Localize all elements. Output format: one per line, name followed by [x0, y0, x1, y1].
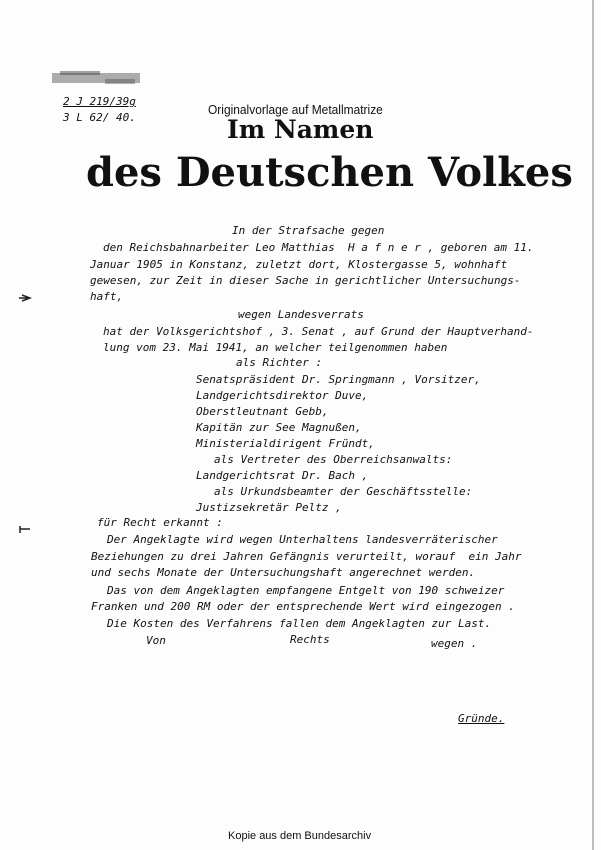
reference-number-2: 3 L 62/ 40. — [63, 111, 136, 124]
text-line: als Urkundsbeamter der Geschäftsstelle: — [214, 485, 473, 498]
archive-copy-note: Kopie aus dem Bundesarchiv — [228, 830, 372, 842]
text-line: Januar 1905 in Konstanz, zuletzt dort, Klostergasse 5, wohnhaft — [90, 258, 508, 271]
gruende-heading: Gründe. — [458, 712, 505, 725]
text-line: Landgerichtsrat Dr. Bach , — [196, 469, 369, 482]
stamp-smudge — [50, 70, 145, 88]
text-line: Der Angeklagte wird wegen Unterhaltens landesverräterischer — [107, 533, 498, 546]
text-line: den Reichsbahnarbeiter Leo Matthias H a f n e r , geboren am 11. — [103, 241, 534, 254]
text-line: Senatspräsident Dr. Springmann , Vorsitzer, — [196, 373, 481, 386]
original-template-note: Originalvorlage auf Metallmatrize — [208, 102, 383, 117]
text-line: wegen . — [431, 637, 478, 650]
text-line: Das von dem Angeklagten empfangene Entgelt von 190 schweizer — [107, 584, 505, 597]
text-line: als Vertreter des Oberreichsanwalts: — [214, 453, 453, 466]
page-edge-line — [592, 0, 594, 850]
text-line: Franken und 200 RM oder der entsprechende Wert wird eingezogen . — [91, 600, 515, 613]
text-line: Kapitän zur See Magnußen, — [196, 421, 362, 434]
text-line: Beziehungen zu drei Jahren Gefängnis verurteilt, worauf ein Jahr — [91, 550, 522, 563]
heading-im-namen: Im Namen — [227, 115, 374, 144]
text-line: Ministerialdirigent Fründt, — [196, 437, 375, 450]
text-line: gewesen, zur Zeit in dieser Sache in gerichtlicher Untersuchungs- — [90, 274, 521, 287]
text-line: als Richter : — [236, 356, 323, 369]
text-line: für Recht erkannt : — [97, 516, 223, 529]
text-line: wegen Landesverrats — [238, 308, 364, 321]
text-line: In der Strafsache gegen — [232, 224, 385, 237]
text-line: lung vom 23. Mai 1941, an welcher teilgenommen haben — [103, 341, 448, 354]
text-line: Von — [146, 634, 166, 647]
text-line: Die Kosten des Verfahrens fallen dem Angeklagten zur Last. — [107, 617, 492, 630]
text-line: hat der Volksgerichtshof , 3. Senat , auf Grund der Hauptverhand- — [103, 325, 534, 338]
text-line: und sechs Monate der Untersuchungshaft angerechnet werden. — [91, 566, 476, 579]
margin-punch-mark — [18, 293, 32, 303]
margin-punch-mark — [18, 524, 32, 534]
reference-number-1: 2 J 219/39g — [63, 95, 136, 108]
text-line: haft, — [90, 290, 124, 303]
text-line: Oberstleutnant Gebb, — [196, 405, 329, 418]
text-line: Justizsekretär Peltz , — [196, 501, 342, 514]
heading-deutschen-volkes: des Deutschen Volkes — [86, 149, 573, 196]
text-line: Rechts — [290, 633, 330, 646]
text-line: Landgerichtsdirektor Duve, — [196, 389, 369, 402]
